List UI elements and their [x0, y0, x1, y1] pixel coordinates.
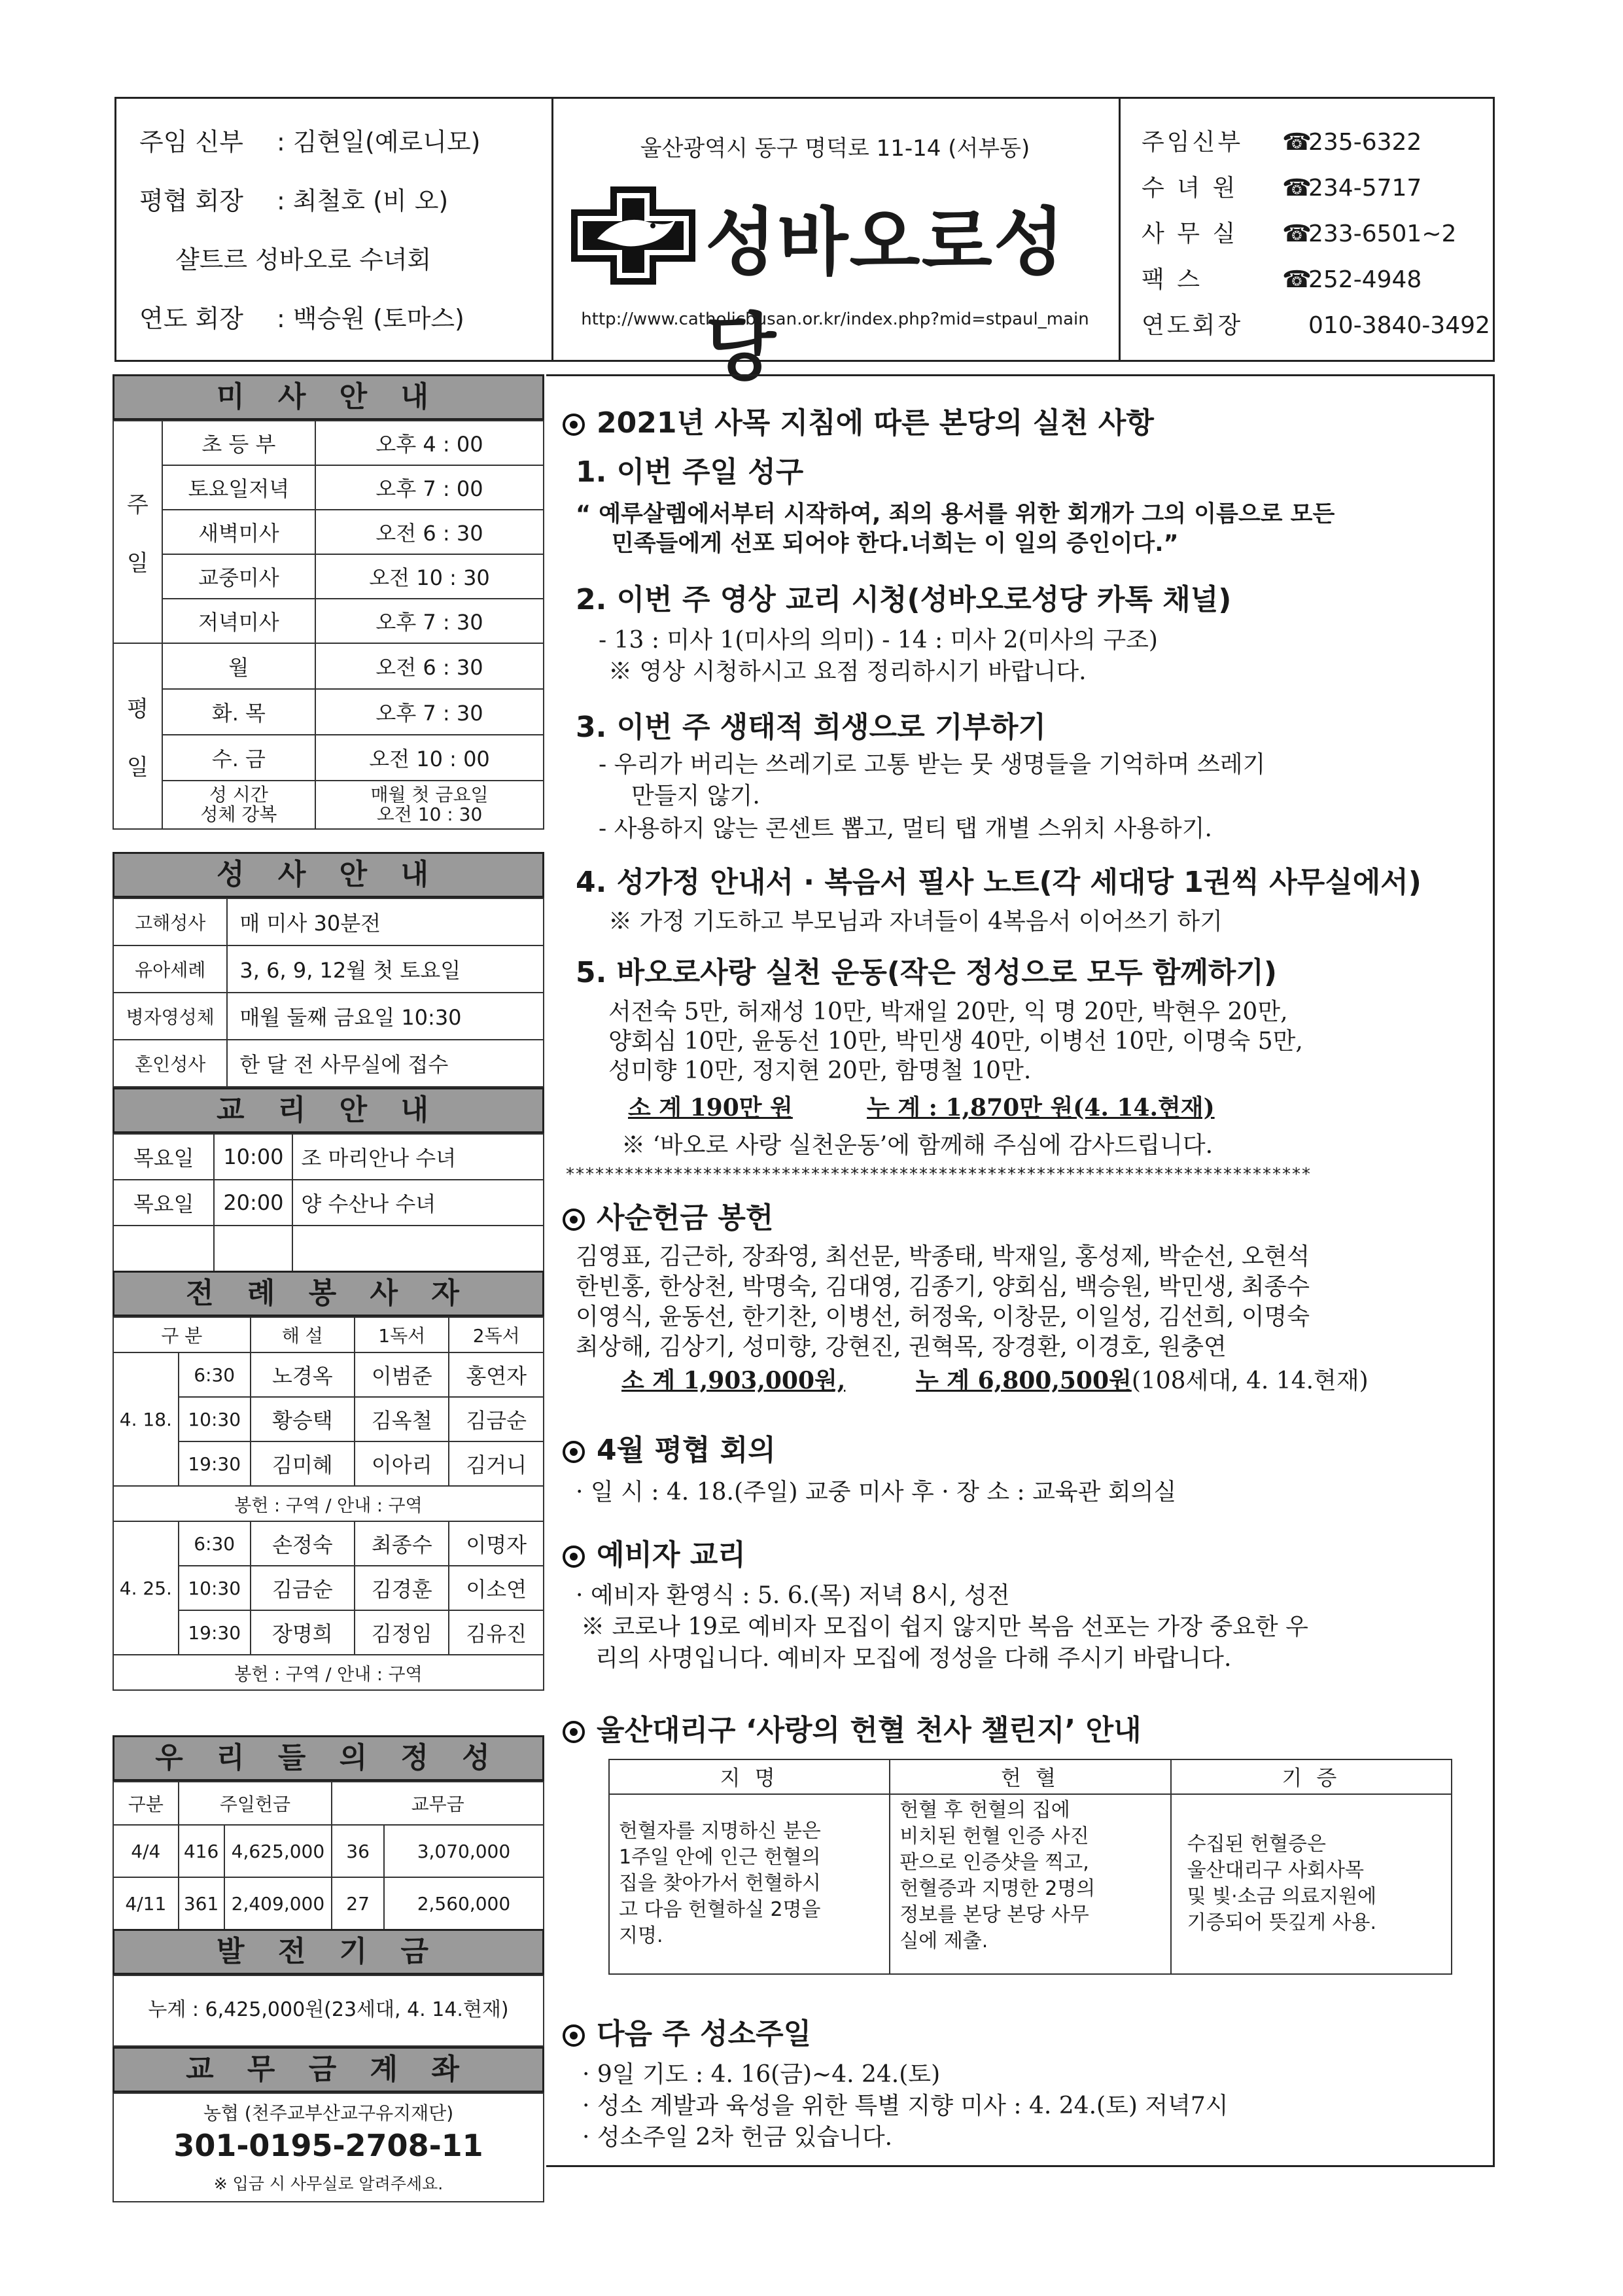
- account-note: ※ 입금 시 사무실로 알려주세요.: [213, 2174, 444, 2193]
- blood-header: 지 명: [609, 1759, 890, 1794]
- body-line: - 13 : 미사 1(미사의 의미) - 14 : 미사 2(미사의 구조): [599, 627, 1158, 654]
- sacrament-section-title: 성 사 안 내: [113, 852, 544, 898]
- circle-bullet-icon: [563, 1209, 585, 1231]
- section-title-text: 사순헌금 봉헌: [597, 1201, 774, 1235]
- scripture-line: “ 예루살렘에서부터 시작하여, 죄의 용서를 위한 회개가 그의 이름으로 모든: [576, 501, 1335, 527]
- sacrament-name: 유아세례: [113, 945, 227, 993]
- body-line: · 성소주일 2차 헌금 있습니다.: [582, 2124, 893, 2151]
- sacrament-name: 혼인성사: [113, 1040, 227, 1087]
- circle-bullet-icon: [563, 1545, 585, 1568]
- mass-time: 오후 7 : 30: [315, 689, 544, 735]
- staff-value: 샬트르 성바오로 수녀회: [175, 245, 432, 274]
- body-line: ※ 가정 기도하고 부모님과 자녀들이 4복음서 이어쓰기 하기: [608, 908, 1223, 935]
- contact-label: 팩 스: [1142, 266, 1202, 293]
- staff-value: : 백승원 (토마스): [277, 304, 464, 333]
- body-line: · 예비자 환영식 : 5. 6.(목) 저녁 8시, 성전: [576, 1582, 1010, 1609]
- blood-text: 및 빛·소금 의료지원에: [1187, 1885, 1377, 1909]
- catechism-teacher: 조 마리안나 수녀: [292, 1134, 544, 1180]
- contact-label: 연도회장: [1142, 312, 1244, 339]
- blood-donate-cell: [890, 1794, 1170, 1974]
- sacrament-desc: 매 미사 30분전: [227, 898, 544, 945]
- offering-count: 361: [179, 1877, 224, 1930]
- staff-label: 주임 신부: [139, 128, 243, 156]
- mass-section-title: 미 사 안 내: [113, 374, 544, 420]
- mass-time: 오전 10 : 00: [315, 735, 544, 781]
- reader-2: 김금순: [449, 1397, 544, 1441]
- catechism-time: 20:00: [214, 1180, 292, 1226]
- scripture-line: 민족들에게 선포 되어야 한다.너희는 이 일의 증인이다.”: [612, 531, 1179, 557]
- blood-text: 헌혈증과 지명한 2명의: [899, 1877, 1096, 1900]
- blood-header: 헌 혈: [890, 1759, 1170, 1794]
- catechism-day: 목요일: [113, 1134, 214, 1180]
- donor-line: 성미향 10만, 정지현 20만, 함명철 10만.: [608, 1057, 1032, 1084]
- reader-1: 김옥철: [355, 1397, 449, 1441]
- contact-number: 233-6501~2: [1308, 221, 1457, 247]
- liturgy-header: 구 분: [113, 1317, 251, 1352]
- mass-time: 오전 6 : 30: [315, 510, 544, 554]
- dove-cross-icon: [571, 186, 695, 285]
- header-contacts: [1119, 99, 1493, 360]
- mass-time: 오후 7 : 30: [315, 599, 544, 643]
- bank-name: 농협 (천주교부산교구유지재단): [203, 2102, 454, 2124]
- offering-date: 4/11: [113, 1877, 179, 1930]
- blood-nominate-cell: [609, 1794, 890, 1974]
- liturgy-table: [113, 1316, 544, 1691]
- offering-amount: 3,070,000: [384, 1825, 544, 1877]
- body-line: 만들지 않기.: [631, 783, 760, 809]
- catechism-teacher: 양 수산나 수녀: [292, 1180, 544, 1226]
- mass-time: 오전 10 : 30: [315, 554, 544, 599]
- offering-date: 4/4: [113, 1825, 179, 1877]
- commentator: 황승택: [251, 1397, 355, 1441]
- blood-text: 판으로 인증샷을 찍고,: [899, 1850, 1089, 1874]
- section-title: [563, 1426, 776, 1468]
- liturgy-header: 해 설: [251, 1317, 355, 1352]
- body-line: · 일 시 : 4. 18.(주일) 교중 미사 후 · 장 소 : 교육관 회의실: [576, 1479, 1177, 1506]
- liturgy-section-title: 전 례 봉 사 자: [113, 1271, 544, 1316]
- commentator: 노경옥: [251, 1352, 355, 1397]
- sacrament-desc: 3, 6, 9, 12월 첫 토요일: [227, 945, 544, 993]
- offering-count: 416: [179, 1825, 224, 1877]
- reader-2: 김유진: [449, 1610, 544, 1655]
- reader-1: 김경훈: [355, 1566, 449, 1610]
- blood-text: 헌혈자를 지명하신 분은: [619, 1820, 821, 1843]
- donor-line: 한빈홍, 한상천, 박명숙, 김대영, 김종기, 양회심, 백승원, 박민생, 최종수: [576, 1273, 1310, 1300]
- section-title-text: 2021년 사목 지침에 따른 본당의 실천 사항: [597, 406, 1154, 440]
- donor-line: 이영식, 윤동선, 한기찬, 이병선, 허정욱, 이창문, 이일성, 김선희, 이명숙: [576, 1303, 1310, 1330]
- phone-icon: ☎: [1282, 175, 1312, 202]
- subtotal: 소 계 190만 원: [628, 1094, 793, 1122]
- blood-text: 1주일 안에 인근 헌혈의: [619, 1846, 821, 1869]
- liturgy-note: 봉헌 : 구역 / 안내 : 구역: [113, 1486, 544, 1521]
- catechism-section-title: 교 리 안 내: [113, 1087, 544, 1133]
- subsection-title: 4. 성가정 안내서 · 복음서 필사 노트(각 세대당 1권씩 사무실에서): [576, 866, 1422, 899]
- subsection-title: 2. 이번 주 영상 교리 시청(성바오로성당 카톡 채널): [576, 583, 1232, 616]
- header-staff-info: [116, 99, 553, 360]
- section-title: [563, 2010, 811, 2052]
- parish-address: 울산광역시 동구 명덕로 11-14 (서부동): [640, 135, 1030, 162]
- section-title-text: 다음 주 성소주일: [597, 2017, 812, 2051]
- phone-icon: ☎: [1282, 266, 1312, 293]
- catechism-time: 10:00: [214, 1134, 292, 1180]
- sacrament-name: 고해성사: [113, 898, 227, 945]
- blood-text: 수집된 헌혈증은: [1187, 1833, 1327, 1856]
- bulletin-header: [114, 97, 1495, 391]
- mass-name: 월: [162, 643, 315, 689]
- donor-line: 서전숙 5만, 허재성 10만, 박재일 20만, 익 명 20만, 박현우 20만,: [608, 998, 1288, 1025]
- contact-row: [1142, 307, 1490, 340]
- liturgy-time: 19:30: [179, 1610, 251, 1655]
- subsection-title: 1. 이번 주일 성구: [576, 455, 804, 489]
- contact-row: [1142, 215, 1456, 249]
- donor-line: 양회심 10만, 윤동선 10만, 박민생 40만, 이병선 10만, 이명숙 5만,: [608, 1028, 1303, 1055]
- blood-text: 비치된 헌혈 인증 사진: [899, 1824, 1089, 1848]
- reader-2: 김거니: [449, 1441, 544, 1486]
- contact-row: [1142, 169, 1422, 203]
- reader-2: 이소연: [449, 1566, 544, 1610]
- header-title-block: [551, 99, 1121, 391]
- subsection-title: 5. 바오로사랑 실천 운동(작은 정성으로 모두 함께하기): [576, 956, 1278, 989]
- offering-count: 36: [332, 1825, 384, 1877]
- offering-count: 27: [332, 1877, 384, 1930]
- mass-name: 새벽미사: [162, 510, 315, 554]
- divider-stars: ****************************************************************************: [566, 1165, 1312, 1184]
- staff-value: : 최철호 (비 오): [277, 186, 449, 215]
- mass-name: 수. 금: [162, 735, 315, 781]
- body-line: ※ 영상 시청하시고 요점 정리하시기 바랍니다.: [608, 658, 1087, 685]
- liturgy-note: 봉헌 : 구역 / 안내 : 구역: [113, 1655, 544, 1690]
- account-section-title: 교 무 금 계 좌: [113, 2047, 544, 2093]
- fund-total: 누계 : 6,425,000원(23세대, 4. 14.현재): [113, 1975, 544, 2047]
- contact-number: 010-3840-3492: [1308, 312, 1490, 339]
- contact-row: [1142, 124, 1422, 157]
- liturgy-time: 6:30: [179, 1521, 251, 1566]
- section-title: [563, 1706, 1142, 1748]
- parish-title: 성바오로성당: [705, 200, 1066, 391]
- contact-label: 사 무 실: [1142, 221, 1238, 247]
- liturgy-header: 1독서: [355, 1317, 449, 1352]
- commentator: 김미혜: [251, 1441, 355, 1486]
- body-line: · 9일 기도 : 4. 16(금)~4. 24.(토): [582, 2061, 941, 2088]
- grand-total: 누 계 : 1,870만 원(4. 14.현재): [867, 1094, 1215, 1122]
- blood-gift-cell: [1171, 1794, 1452, 1974]
- contact-number: 234-5717: [1308, 175, 1422, 202]
- reader-1: 최종수: [355, 1521, 449, 1566]
- staff-value: : 김현일(예로니모): [277, 128, 481, 156]
- contact-label: 수 녀 원: [1142, 175, 1238, 202]
- circle-bullet-icon: [563, 1441, 585, 1463]
- mass-time: 오전 6 : 30: [315, 643, 544, 689]
- mass-name: 교중미사: [162, 554, 315, 599]
- reader-1: 이범준: [355, 1352, 449, 1397]
- offering-header: 주일헌금: [179, 1782, 332, 1825]
- blood-text: 울산대리구 사회사목: [1187, 1859, 1364, 1882]
- blood-text: 고 다음 헌혈하실 2명을: [619, 1898, 821, 1922]
- offering-header: 구분: [113, 1782, 179, 1825]
- weekday-label: 평 일: [113, 643, 162, 829]
- subsection-title: 3. 이번 주 생태적 희생으로 기부하기: [576, 711, 1046, 744]
- mass-name: 성 시간 성체 강복: [162, 781, 315, 829]
- liturgy-time: 10:30: [179, 1566, 251, 1610]
- reader-2: 홍연자: [449, 1352, 544, 1397]
- account-number: 301-0195-2708-11: [173, 2128, 483, 2163]
- section-title: [563, 399, 1154, 441]
- contact-row: [1142, 261, 1422, 294]
- liturgy-time: 10:30: [179, 1397, 251, 1441]
- sacrament-table: [113, 898, 544, 1087]
- blood-donation-table: [608, 1759, 1452, 1975]
- body-line: - 우리가 버리는 쓰레기로 고통 받는 뭇 생명들을 기억하며 쓰레기: [599, 751, 1266, 778]
- phone-icon: ☎: [1282, 221, 1312, 247]
- body-line: · 성소 계발과 육성을 위한 특별 지향 미사 : 4. 24.(토) 저녁7시: [582, 2093, 1229, 2119]
- circle-bullet-icon: [563, 414, 585, 436]
- sacrament-name: 병자영성체: [113, 993, 227, 1040]
- grand-total: 누 계 6,800,500원: [916, 1367, 1132, 1394]
- offering-section-title: 우 리 들 의 정 성: [113, 1735, 544, 1781]
- mass-time: 매월 첫 금요일 오전 10 : 30: [315, 781, 544, 829]
- blood-text: 지명.: [619, 1924, 663, 1948]
- section-title: [563, 1531, 746, 1573]
- blood-header: 기 증: [1171, 1759, 1452, 1794]
- reader-2: 이명자: [449, 1521, 544, 1566]
- commentator: 김금순: [251, 1566, 355, 1610]
- account-box: [113, 2093, 544, 2202]
- body-line: 리의 사명입니다. 예비자 모집에 정성을 다해 주시기 바랍니다.: [595, 1645, 1232, 1672]
- liturgy-date: 4. 18.: [113, 1352, 179, 1486]
- sunday-label: 주 일: [113, 421, 162, 643]
- subtotal: 소 계 1,903,000원,: [621, 1367, 846, 1394]
- phone-icon: ☎: [1282, 129, 1312, 156]
- catechism-day: [113, 1226, 214, 1271]
- staff-label: 평협 회장: [139, 186, 243, 215]
- section-title: [563, 1194, 773, 1236]
- commentator: 장명희: [251, 1610, 355, 1655]
- thanks-note: ※ ‘바오로 사랑 실천운동’에 함께해 주심에 감사드립니다.: [621, 1132, 1213, 1159]
- blood-text: 헌혈 후 헌혈의 집에: [899, 1798, 1070, 1822]
- catechism-day: 목요일: [113, 1180, 214, 1226]
- blood-text: 정보를 본당 본당 사무: [899, 1903, 1089, 1926]
- circle-bullet-icon: [563, 1721, 585, 1743]
- section-title-text: 예비자 교리: [597, 1538, 746, 1572]
- body-line: - 사용하지 않는 콘센트 뽑고, 멀티 탭 개별 스위치 사용하기.: [599, 815, 1212, 842]
- blood-text: 실에 제출.: [899, 1929, 988, 1952]
- sacrament-desc: 매월 둘째 금요일 10:30: [227, 993, 544, 1040]
- catechism-table: [113, 1133, 544, 1272]
- mass-name: 초 등 부: [162, 421, 315, 465]
- parish-url[interactable]: http://www.catholicbusan.or.kr/index.php?mid=stpaul_main: [581, 309, 1089, 329]
- reader-1: 이아리: [355, 1441, 449, 1486]
- mass-time: 오후 7 : 00: [315, 465, 544, 510]
- offering-table: [113, 1781, 544, 1930]
- sacrament-desc: 한 달 전 사무실에 접수: [227, 1040, 544, 1087]
- mass-time: 오후 4 : 00: [315, 421, 544, 465]
- offering-amount: 4,625,000: [224, 1825, 332, 1877]
- catechism-time: [214, 1226, 292, 1271]
- contact-number: 235-6322: [1308, 129, 1422, 156]
- section-title-text: 4월 평협 회의: [597, 1434, 776, 1467]
- contact-number: 252-4948: [1308, 266, 1422, 293]
- offering-amount: 2,409,000: [224, 1877, 332, 1930]
- liturgy-header: 2독서: [449, 1317, 544, 1352]
- fund-section-title: 발 전 기 금: [113, 1929, 544, 1975]
- catechism-teacher: [292, 1226, 544, 1271]
- donor-line: 김영표, 김근하, 장좌영, 최선문, 박종태, 박재일, 홍성제, 박순선, 오현석: [576, 1243, 1310, 1270]
- staff-label: 연도 회장: [139, 304, 243, 333]
- liturgy-time: 19:30: [179, 1441, 251, 1486]
- circle-bullet-icon: [563, 2024, 585, 2047]
- commentator: 손정숙: [251, 1521, 355, 1566]
- contact-label: 주임신부: [1142, 129, 1244, 156]
- grand-total-note: (108세대, 4. 14.현재): [1131, 1368, 1369, 1394]
- offering-amount: 2,560,000: [384, 1877, 544, 1930]
- body-line: ※ 코로나 19로 예비자 모집이 쉽지 않지만 복음 선포는 가장 중요한 우: [581, 1614, 1308, 1640]
- reader-1: 김정임: [355, 1610, 449, 1655]
- mass-name: 토요일저녁: [162, 465, 315, 510]
- offering-header: 교무금: [332, 1782, 544, 1825]
- liturgy-time: 6:30: [179, 1352, 251, 1397]
- grand-total-line: [916, 1362, 1369, 1396]
- liturgy-date: 4. 25.: [113, 1521, 179, 1655]
- blood-text: 기증되어 뜻깊게 사용.: [1187, 1911, 1377, 1935]
- mass-name: 화. 목: [162, 689, 315, 735]
- section-title-text: 울산대리구 ‘사랑의 헌혈 천사 챌린지’ 안내: [597, 1714, 1142, 1747]
- mass-name: 저녁미사: [162, 599, 315, 643]
- donor-line: 최상해, 김상기, 성미향, 강현진, 권혁목, 장경환, 이경호, 원충연: [576, 1333, 1227, 1360]
- blood-text: 집을 찾아가서 헌혈하시: [619, 1872, 821, 1896]
- mass-table: [113, 420, 544, 830]
